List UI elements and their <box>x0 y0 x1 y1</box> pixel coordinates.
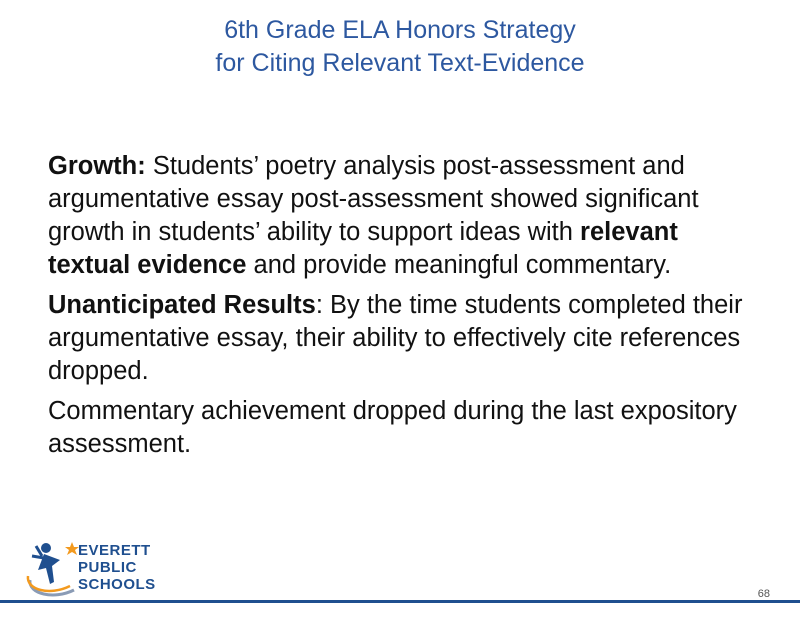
logo-wordmark <box>78 542 156 593</box>
growth-label: Growth: <box>48 152 146 180</box>
commentary-paragraph <box>48 395 748 461</box>
growth-paragraph <box>48 150 748 282</box>
slide-title <box>0 14 800 80</box>
title-line-1: 6th Grade ELA Honors Strategy <box>224 16 576 44</box>
unanticipated-text: : By the time students completed their argumentative essay, their ability to effectively cite references dropped. <box>48 291 743 385</box>
page-number: 68 <box>757 588 770 600</box>
unanticipated-label: Unanticipated Results <box>48 291 316 319</box>
runner-icon <box>24 538 80 600</box>
everett-public-schools-logo <box>24 538 184 600</box>
slide-body <box>48 150 748 468</box>
commentary-text: Commentary achievement dropped during the last expository assessment. <box>48 397 737 458</box>
unanticipated-paragraph <box>48 289 748 388</box>
growth-emphasis: relevant textual evidence <box>48 218 678 279</box>
growth-text-1: Students’ poetry analysis post-assessment and argumentative essay post-assessment showed significant growth in students’ ability to support ideas with <box>48 152 699 246</box>
title-line-2: for Citing Relevant Text-Evidence <box>215 49 585 77</box>
logo-line-3: SCHOOLS <box>78 576 156 593</box>
growth-text-2: and provide meaningful commentary. <box>246 251 672 279</box>
logo-line-1: EVERETT <box>78 542 151 559</box>
footer-divider <box>0 600 800 603</box>
logo-line-2: PUBLIC <box>78 559 137 576</box>
